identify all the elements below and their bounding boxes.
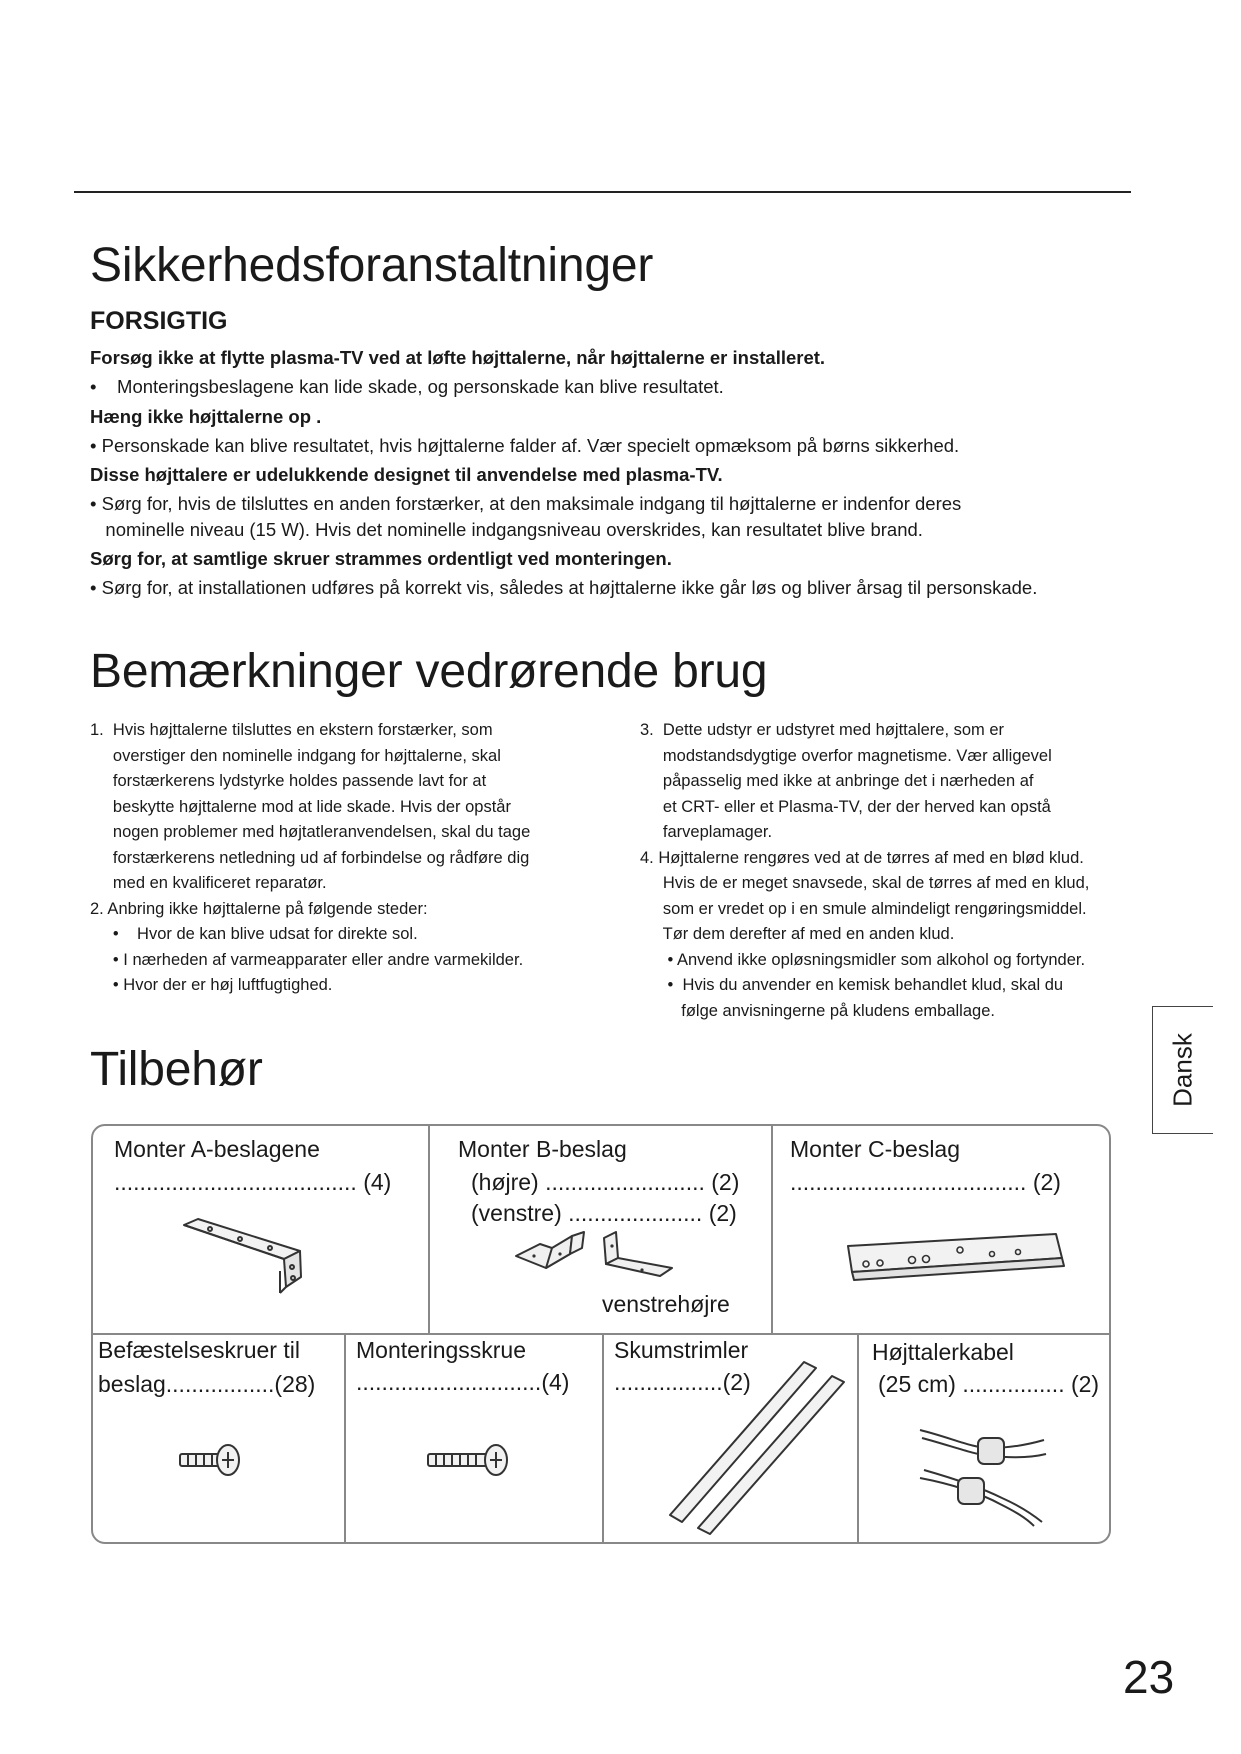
safety-title: Sikkerhedsforanstaltninger: [90, 239, 654, 292]
speaker-cable-name: Højttalerkabel: [872, 1339, 1014, 1365]
safety-line: Sørg for, at samtlige skruer strammes ordentligt ved monteringen.: [90, 548, 672, 569]
bracket-a-name: Monter A-beslagene: [114, 1136, 320, 1162]
bracket-b-left-qty: (venstre) ..................... (2): [471, 1200, 737, 1226]
bracket-a-qty: ...................................... (4): [114, 1169, 392, 1195]
usage-right-line: modstandsdygtige overfor magnetisme. Vær alligevel: [640, 746, 1052, 765]
bracket-b-right-qty: (højre) ......................... (2): [471, 1169, 740, 1195]
usage-right-line: • Hvis du anvender en kemisk behandlet klud, skal du: [640, 976, 1064, 994]
usage-right-line: påpasselig med ikke at anbringe det i nærheden af: [640, 772, 1034, 790]
safety-line: nominelle niveau (15 W). Hvis det nominelle indgangsniveau overskrides, kan resultatet blive brand.: [90, 519, 923, 540]
accessories-title: Tilbehør: [90, 1043, 263, 1096]
mounting-screw-qty: .............................(4): [356, 1369, 570, 1395]
usage-left-line: overstiger den nominelle indgang for højttalerne, skal: [90, 746, 501, 765]
safety-line: • Monteringsbeslagene kan lide skade, og personskade kan blive resultatet.: [90, 376, 724, 397]
table-divider-v1: [428, 1125, 430, 1334]
table-divider-v5: [857, 1334, 859, 1543]
usage-left-line: forstærkerens netledning ud af forbindelse og rådføre dig: [90, 848, 530, 867]
usage-left-column: [90, 718, 530, 999]
bracket-screw-illustration: [176, 1440, 246, 1480]
usage-right-line: 4. Højttalerne rengøres ved at de tørres af med en blød klud.: [640, 848, 1084, 867]
foam-strips-qty: .................(2): [614, 1369, 751, 1395]
bracket-screws-name: Befæstelseskruer til: [98, 1337, 300, 1363]
caution-heading: FORSIGTIG: [90, 307, 228, 335]
usage-right-line: • Anvend ikke opløsningsmidler som alkohol og fortynder.: [640, 950, 1086, 969]
safety-line: • Personskade kan blive resultatet, hvis højttalerne falder af. Vær specielt opmæksom på børns sikkerhed.: [90, 435, 960, 456]
top-rule: [74, 191, 1131, 193]
usage-right-line: 3. Dette udstyr er udstyret med højttalere, som er: [640, 721, 1005, 739]
table-divider-v4: [602, 1334, 604, 1543]
safety-line: Disse højttalere er udelukkende designet til anvendelse med plasma-TV.: [90, 464, 723, 485]
mounting-screw-illustration: [424, 1440, 514, 1480]
language-tab: [1152, 1006, 1213, 1134]
bracket-c-illustration: [842, 1228, 1072, 1288]
bracket-b-name: Monter B-beslag: [458, 1136, 627, 1162]
usage-left-line: • Hvor der er høj luftfugtighed.: [90, 976, 333, 994]
safety-line: • Sørg for, hvis de tilsluttes en anden forstærker, at den maksimale indgang til højttalerne er indenfor deres: [90, 493, 962, 514]
safety-line: Hæng ikke højttalerne op .: [90, 406, 322, 427]
speaker-cable-illustration: [912, 1418, 1052, 1528]
usage-left-line: • I nærheden af varmeapparater eller andre varmekilder.: [90, 950, 524, 969]
usage-right-line: farveplamager.: [640, 823, 773, 841]
usage-left-line: 1. Hvis højttalerne tilsluttes en ekstern forstærker, som: [90, 721, 493, 739]
speaker-cable-qty: (25 cm) ................ (2): [878, 1371, 1100, 1397]
bracket-b-illustration: [512, 1228, 682, 1288]
usage-left-line: forstærkerens lydstyrke holdes passende lavt for at: [90, 772, 487, 790]
mounting-screw-name: Monteringsskrue: [356, 1337, 527, 1363]
usage-left-line: • Hvor de kan blive udsat for direkte sol.: [90, 925, 418, 943]
page-number: 23: [1123, 1651, 1175, 1703]
usage-title: Bemærkninger vedrørende brug: [90, 645, 768, 698]
usage-left-line: 2. Anbring ikke højttalerne på følgende steder:: [90, 899, 428, 918]
bracket-a-illustration: [180, 1215, 310, 1295]
safety-line: • Sørg for, at installationen udføres på korrekt vis, således at højttalerne ikke går løs og bliver årsag til personskade.: [90, 577, 1038, 598]
usage-left-line: beskytte højttalerne mod at lide skade. Hvis der opstår: [90, 797, 511, 816]
safety-line: Forsøg ikke at flytte plasma-TV ved at løfte højttalerne, når højttalerne er installeret.: [90, 347, 826, 368]
bracket-c-name: Monter C-beslag: [790, 1136, 961, 1162]
usage-right-line: følge anvisningerne på kludens emballage.: [640, 1001, 995, 1020]
usage-left-line: med en kvalificeret reparatør.: [90, 874, 327, 892]
usage-right-line: et CRT- eller et Plasma-TV, der der herved kan opstå: [640, 797, 1051, 816]
usage-right-line: Tør dem derefter af med en anden klud.: [640, 925, 955, 943]
bracket-b-caption: venstrehøjre: [602, 1291, 730, 1317]
foam-strips-name: Skumstrimler: [614, 1337, 749, 1363]
usage-right-line: som er vredet op i en smule almindeligt rengøringsmiddel.: [640, 899, 1087, 918]
table-divider-v3: [344, 1334, 346, 1543]
usage-right-line: Hvis de er meget snavsede, skal de tørres af med en klud,: [640, 874, 1090, 892]
foam-strips-illustration: [668, 1360, 848, 1535]
bracket-screws-qty: beslag.................(28): [98, 1371, 316, 1397]
language-tab-label: Dansk: [1167, 1033, 1198, 1107]
usage-right-column: [640, 718, 1089, 1024]
table-divider-v2: [771, 1125, 773, 1334]
usage-left-line: nogen problemer med højtatleranvendelsen, skal du tage: [90, 823, 531, 841]
bracket-c-qty: ..................................... (2): [790, 1169, 1061, 1195]
